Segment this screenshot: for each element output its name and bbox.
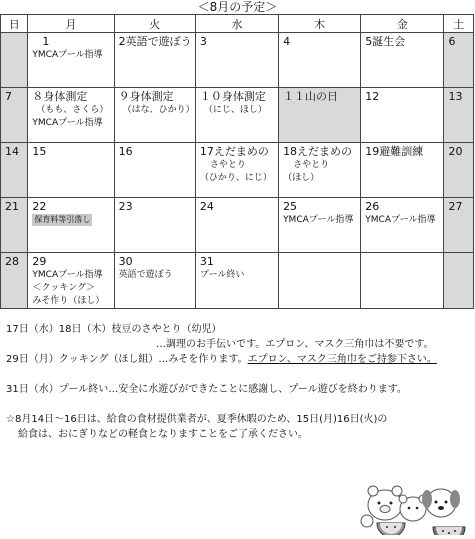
animals-watermelon-illustration	[355, 475, 470, 535]
day-number: 23	[118, 200, 133, 213]
weekday-header: 金	[361, 15, 444, 33]
day-cell	[444, 33, 474, 88]
event-text: YMCAプール指導	[283, 215, 354, 225]
note-line: 給食は、おにぎりなどの軽食となりますことをご了承ください。	[18, 429, 308, 440]
day-cell	[28, 33, 114, 88]
calendar-title: ＜8月の予定＞	[197, 0, 278, 14]
day-cell	[444, 88, 474, 143]
note-line: 17日（水）18日（木）枝豆のさやとり（幼児）	[6, 324, 222, 335]
event-text: （ほし）	[283, 173, 320, 183]
weekday-header-row	[1, 15, 474, 33]
event-text: 18えだまめの	[283, 145, 353, 158]
day-number: 24	[199, 200, 214, 213]
event-text: YMCAプール指導	[365, 215, 436, 225]
note-line: ☆8月14日～16日は、給食の食材提供業者が、夏季休暇のため、15日(月)16日(火)の	[6, 414, 388, 425]
day-cell	[279, 253, 361, 309]
day-cell	[195, 143, 278, 198]
day-cell	[279, 143, 361, 198]
payment-badge: 保育料等引落し	[34, 215, 91, 224]
day-number: 13	[448, 90, 463, 103]
event-text: １０身体測定	[199, 90, 266, 103]
day-number: 7	[5, 90, 12, 103]
day-cell	[114, 198, 195, 253]
week-row	[1, 198, 474, 253]
day-number: 12	[365, 90, 380, 103]
weekday-header: 月	[28, 15, 114, 33]
event-text: ９身体測定	[118, 90, 174, 103]
day-cell	[28, 198, 114, 253]
day-number: 6	[448, 35, 456, 48]
day-cell	[279, 88, 361, 143]
day-cell	[195, 198, 278, 253]
day-cell	[195, 253, 278, 309]
day-number: 20	[448, 145, 463, 158]
event-text: さやとり	[293, 160, 330, 170]
day-number: 30	[118, 255, 133, 268]
day-number: 27	[448, 200, 463, 213]
day-cell	[361, 253, 444, 309]
day-cell	[195, 33, 278, 88]
event-text: （はな、ひかり）	[122, 105, 195, 115]
day-cell	[114, 88, 195, 143]
day-number: 26	[365, 200, 380, 213]
event-text: 19避難訓練	[365, 145, 424, 158]
day-cell	[361, 33, 444, 88]
day-cell	[28, 143, 114, 198]
day-cell	[444, 253, 474, 309]
weekday-header: 水	[195, 15, 278, 33]
day-number: 29	[32, 255, 47, 268]
week-row	[1, 253, 474, 309]
note-text: 29日（月）クッキング（ほし組）…みそを作ります。	[6, 354, 248, 365]
day-number: 15	[32, 145, 47, 158]
weekday-header: 火	[114, 15, 195, 33]
weekday-header: 木	[279, 15, 361, 33]
day-cell	[114, 33, 195, 88]
day-number: 3	[199, 35, 207, 48]
day-cell	[28, 88, 114, 143]
day-number: 21	[5, 200, 19, 213]
day-cell	[1, 88, 28, 143]
day-number: 1	[42, 35, 50, 48]
week-row	[1, 33, 474, 88]
event-text: （もも、さくら）	[36, 105, 109, 115]
day-cell	[444, 198, 474, 253]
day-cell	[195, 88, 278, 143]
event-text: 2英語で遊ぼう	[118, 35, 192, 48]
day-number: 25	[283, 200, 298, 213]
event-text: YMCAプール指導	[32, 118, 103, 128]
day-cell	[1, 143, 28, 198]
day-cell	[361, 143, 444, 198]
day-number: 4	[283, 35, 291, 48]
day-cell	[28, 253, 114, 309]
event-text: プール終い	[199, 270, 245, 280]
event-text: 5誕生会	[365, 35, 406, 48]
day-cell	[279, 198, 361, 253]
day-number: 22	[32, 200, 47, 213]
notes-section	[6, 322, 471, 442]
event-text: YMCAプール指導	[32, 50, 103, 60]
event-text: １１山の日	[283, 90, 339, 103]
event-text: さやとり	[209, 160, 246, 170]
event-text: ８身体測定	[32, 90, 88, 103]
day-number: 14	[5, 145, 19, 158]
weekday-header: 日	[1, 15, 28, 33]
note-line: …調理のお手伝いです。エプロン、マスク三角巾は不要です。	[156, 339, 434, 350]
week-row	[1, 143, 474, 198]
day-cell	[361, 88, 444, 143]
event-text: （にじ、ほし）	[203, 105, 267, 115]
day-number: 16	[118, 145, 133, 158]
day-cell	[1, 33, 28, 88]
note-underlined-text: エプロン、マスク三角巾をご持参下さい。	[247, 354, 437, 365]
event-text: みそ作り（ほし）	[32, 296, 105, 306]
event-text: （ひかり、にじ）	[199, 173, 272, 183]
event-text: YMCAプール指導	[32, 270, 103, 280]
week-row	[1, 88, 474, 143]
day-number: 31	[199, 255, 214, 268]
day-cell	[279, 33, 361, 88]
note-line	[6, 352, 471, 367]
event-text: 17えだまめの	[199, 145, 269, 158]
day-number: 28	[5, 255, 19, 268]
calendar-table	[0, 14, 474, 309]
event-text: 英語で遊ぼう	[118, 270, 173, 280]
event-text: ＜クッキング＞	[32, 283, 96, 293]
day-cell	[444, 143, 474, 198]
weekday-header: 土	[444, 15, 474, 33]
day-cell	[114, 143, 195, 198]
day-cell	[1, 253, 28, 309]
note-line: 31日（水）プール終い…安全に水遊びができたことに感謝し、プール遊びを終わります。	[6, 384, 407, 395]
day-cell	[1, 198, 28, 253]
day-cell	[114, 253, 195, 309]
day-cell	[361, 198, 444, 253]
